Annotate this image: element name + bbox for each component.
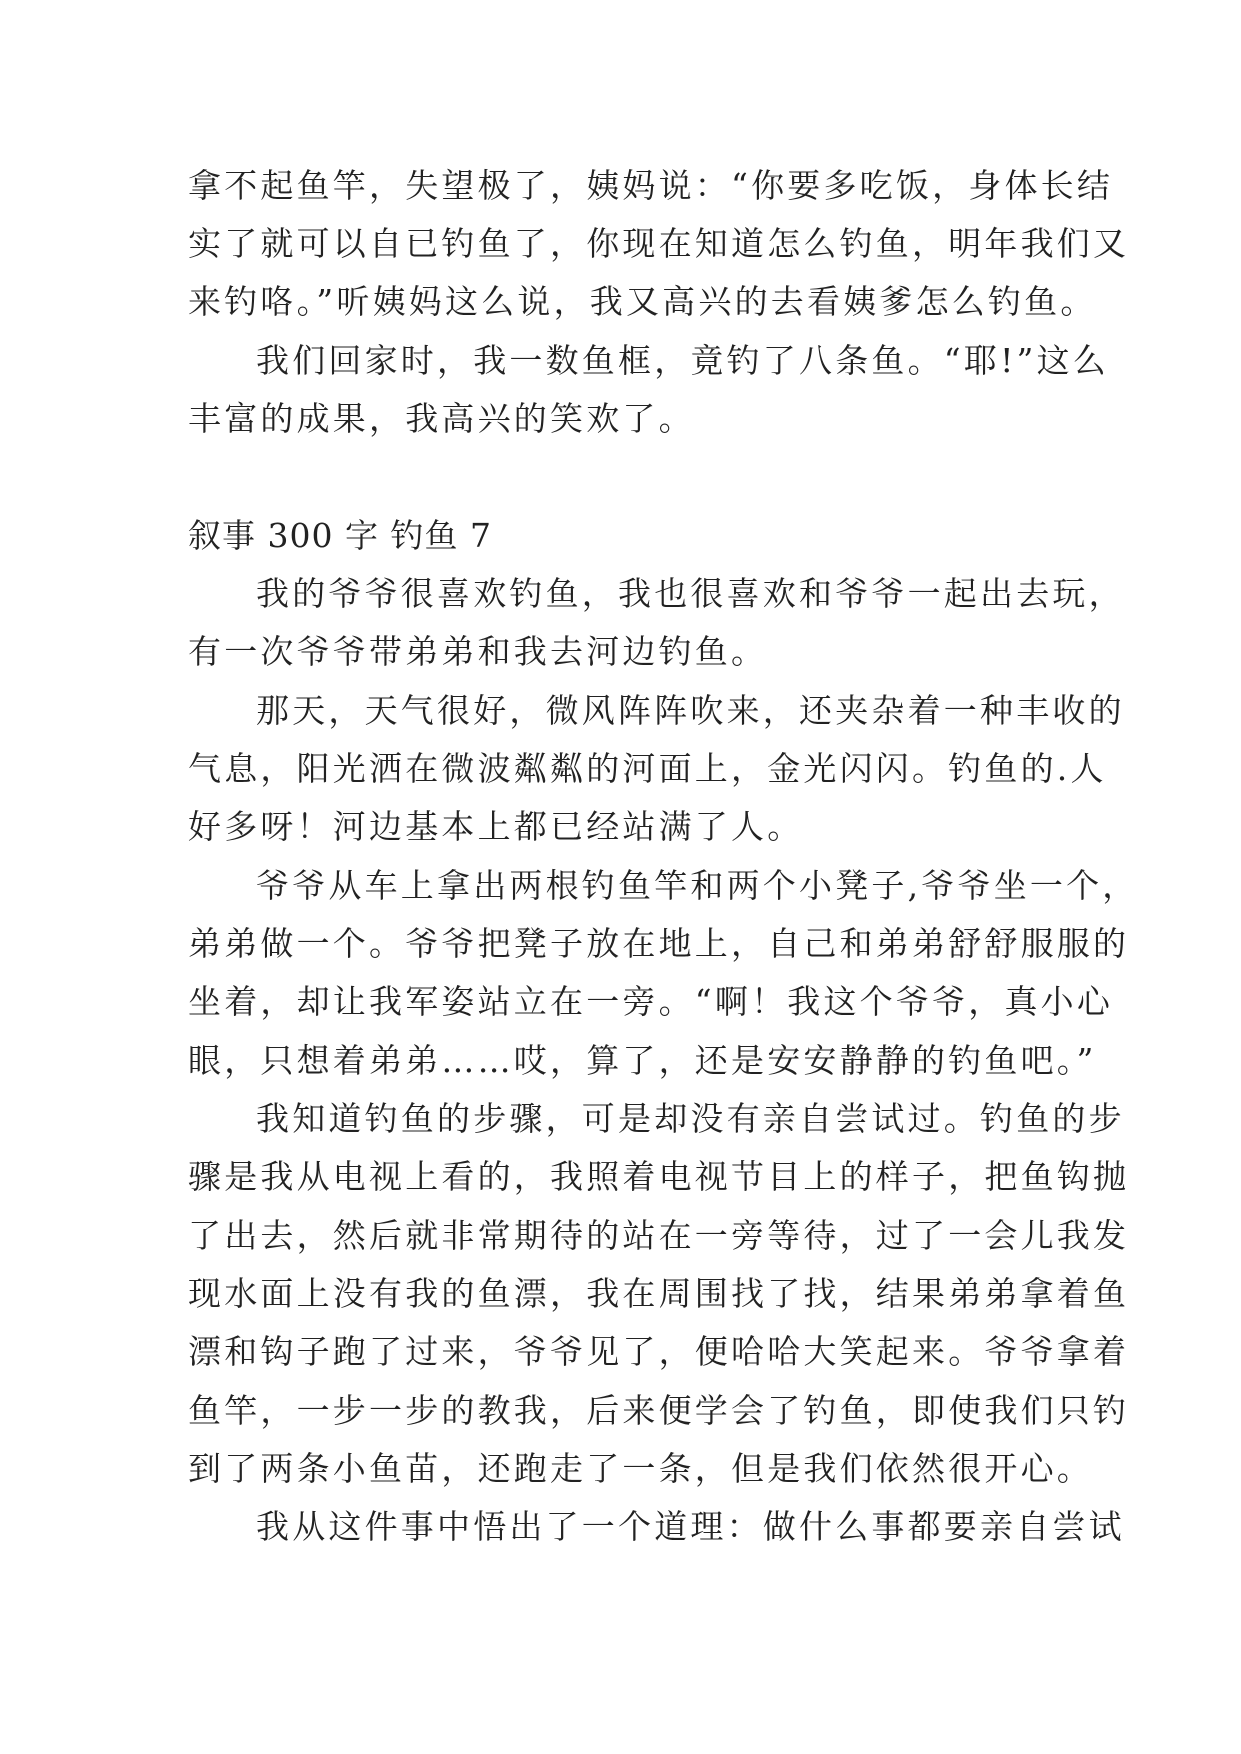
text-line: 实了就可以自已钓鱼了，你现在知道怎么钓鱼，明年我们又 <box>188 224 1130 263</box>
text-line: 现水面上没有我的鱼漂，我在周围找了找，结果弟弟拿着鱼 <box>188 1274 1130 1313</box>
text-line: 丰富的成果，我高兴的笑欢了。 <box>188 399 695 438</box>
text-line: 有一次爷爷带弟弟和我去河边钓鱼。 <box>188 632 768 671</box>
text-line: 来钓咯。”听姨妈这么说，我又高兴的去看姨爹怎么钓鱼。 <box>188 282 1097 321</box>
text-line: 骤是我从电视上看的，我照着电视节目上的样子，把鱼钩抛 <box>188 1157 1130 1196</box>
paragraph-start-line: 那天，天气很好，微风阵阵吹来，还夹杂着一种丰收的 <box>256 691 1125 730</box>
text-line: 眼，只想着弟弟……哎，算了，还是安安静静的钓鱼吧。” <box>188 1041 1097 1080</box>
section-heading: 叙事 300 字 钓鱼 7 <box>188 516 492 555</box>
paragraph-start-line: 我们回家时，我一数鱼框，竟钓了八条鱼。“耶!”这么 <box>256 341 1110 380</box>
text-line: 坐着，却让我军姿站立在一旁。“啊！我这个爷爷，真小心 <box>188 982 1114 1021</box>
text-line: 好多呀！河边基本上都已经站满了人。 <box>188 807 804 846</box>
text-line: 弟弟做一个。爷爷把凳子放在地上，自己和弟弟舒舒服服的 <box>188 924 1130 963</box>
text-line: 漂和钩子跑了过来，爷爷见了，便哈哈大笑起来。爷爷拿着 <box>188 1332 1130 1371</box>
paragraph-start-line: 我的爷爷很喜欢钓鱼，我也很喜欢和爷爷一起出去玩， <box>256 574 1125 613</box>
paragraph-start-line: 我从这件事中悟出了一个道理：做什么事都要亲自尝试 <box>256 1507 1125 1546</box>
text-line: 气息，阳光洒在微波粼粼的河面上，金光闪闪。钓鱼的.人 <box>188 749 1107 788</box>
text-line: 鱼竿，一步一步的教我，后来便学会了钓鱼，即使我们只钓 <box>188 1391 1130 1430</box>
text-line: 拿不起鱼竿，失望极了，姨妈说：“你要多吃饭，身体长结 <box>188 166 1114 205</box>
paragraph-start-line: 爷爷从车上拿出两根钓鱼竿和两个小凳子,爷爷坐一个， <box>256 866 1139 905</box>
text-line: 了出去，然后就非常期待的站在一旁等待，过了一会儿我发 <box>188 1216 1130 1255</box>
text-line: 到了两条小鱼苗，还跑走了一条，但是我们依然很开心。 <box>188 1449 1093 1488</box>
paragraph-start-line: 我知道钓鱼的步骤，可是却没有亲自尝试过。钓鱼的步 <box>256 1099 1125 1138</box>
